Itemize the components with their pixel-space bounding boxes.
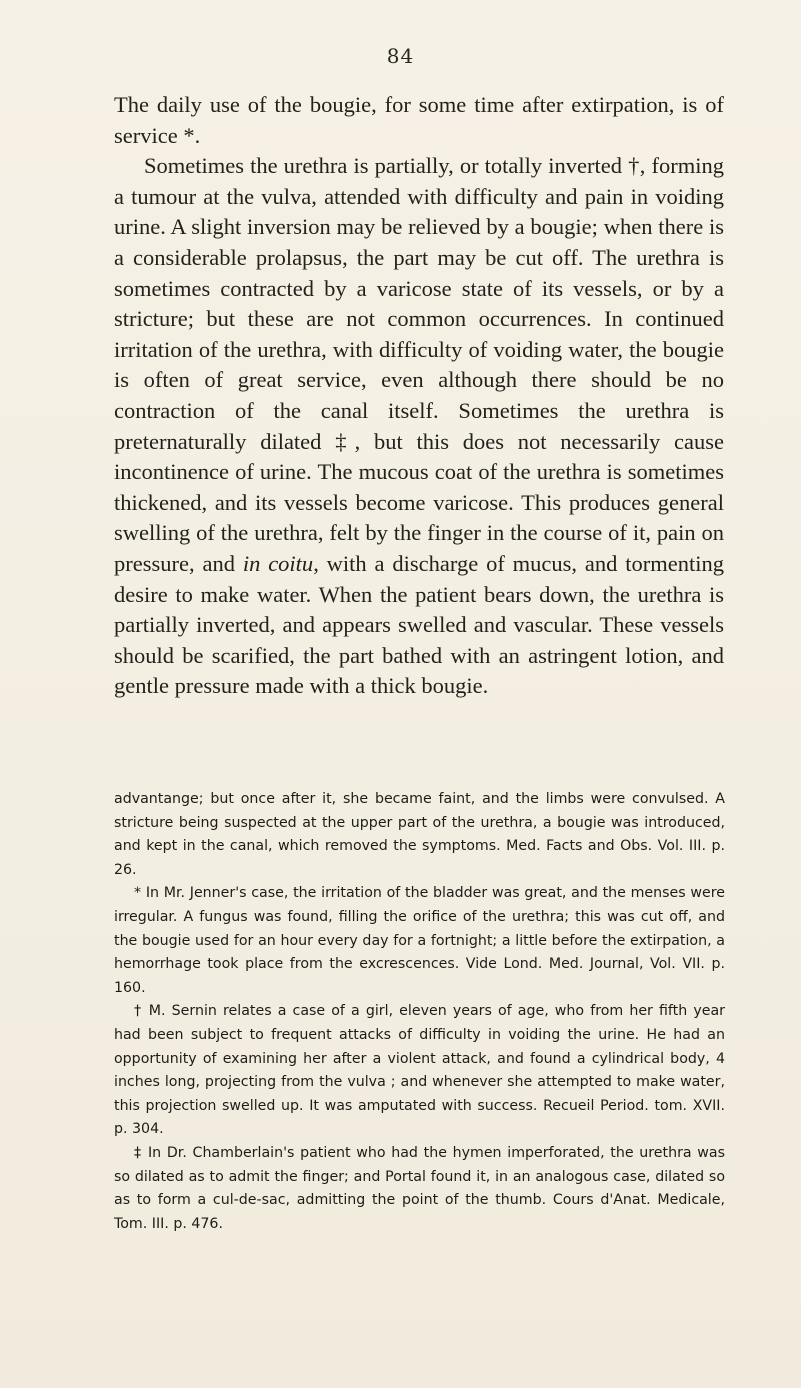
paragraph-text-part-2: , with a discharge of mucus, and tormenting desire to make water. When the patient bears down, the urethra is partially inverted, and appears swelled and vascular. These vessels should be scarified, the part bathed with an astringent lotion, and gentle pressure made with a thick bougie. [114, 550, 724, 699]
footnotes [114, 788, 725, 1236]
footnote-continued: advantange; but once after it, she became faint, and the limbs were convulsed. A stricture being suspected at the upper part of the urethra, a bougie was introduced, and kept in the canal, which removed the symptoms. Med. Facts and Obs. Vol. III. p. 26. [114, 791, 725, 878]
paragraph-text-part-1: Sometimes the urethra is partially, or totally inverted †, forming a tumour at the vulva, attended with difficulty and pain in voiding urine. A slight inversion may be relieved by a bougie; when there is a considerable prolapsus, the part may be cut off. The urethra is sometimes contracted by a varicose state of its vessels, or by a stricture; but these are not common occurrences. In continued irritation of the urethra, with difficulty of voiding water, the bougie is often of great service, even although there should be no contraction of the canal itself. Sometimes the urethra is preternaturally dilated ‡, but this does not necessarily cause incontinence of urine. The mucous coat of the urethra is sometimes thickened, and its vessels become varicose. This produces general swelling of the urethra, felt by the finger in the course of it, pain on pressure, and [114, 153, 724, 576]
italic-phrase: in coitu [242, 550, 314, 576]
paragraph-urethra-conditions [114, 151, 724, 702]
footnote-dagger: † M. Sernin relates a case of a girl, eleven years of age, who from her fifth year had been subject to frequent attacks of difficulty in voiding the urine. He had an opportunity of examining her after a violent attack, and found a cylindrical body, 4 inches long, projecting from the vulva ; and whenever she attempted to make water, this projection swelled up. It was amputated with success. Recueil Period. tom. XVII. p. 304. [114, 1003, 725, 1138]
page-number: 84 [386, 44, 415, 68]
footnote-star: * In Mr. Jenner's case, the irritation of the bladder was great, and the menses were irregular. A fungus was found, filling the orifice of the urethra; this was cut off, and the bougie used for an hour every day for a fortnight; a little before the extirpation, a hemorrhage took place from the excrescences. Vide Lond. Med. Journal, Vol. VII. p. 160. [114, 885, 725, 996]
paragraph-extirpation: The daily use of the bougie, for some time after extirpation, is of service *. [114, 92, 724, 148]
footnote-double-dagger: ‡ In Dr. Chamberlain's patient who had the hymen imperforated, the urethra was so dilated as to admit the finger; and Portal found it, in an analogous case, dilated so as to form a cul-de-sac, admitting the point of the thumb. Cours d'Anat. Medicale, Tom. III. p. 476. [114, 1144, 725, 1232]
main-text [114, 90, 724, 702]
